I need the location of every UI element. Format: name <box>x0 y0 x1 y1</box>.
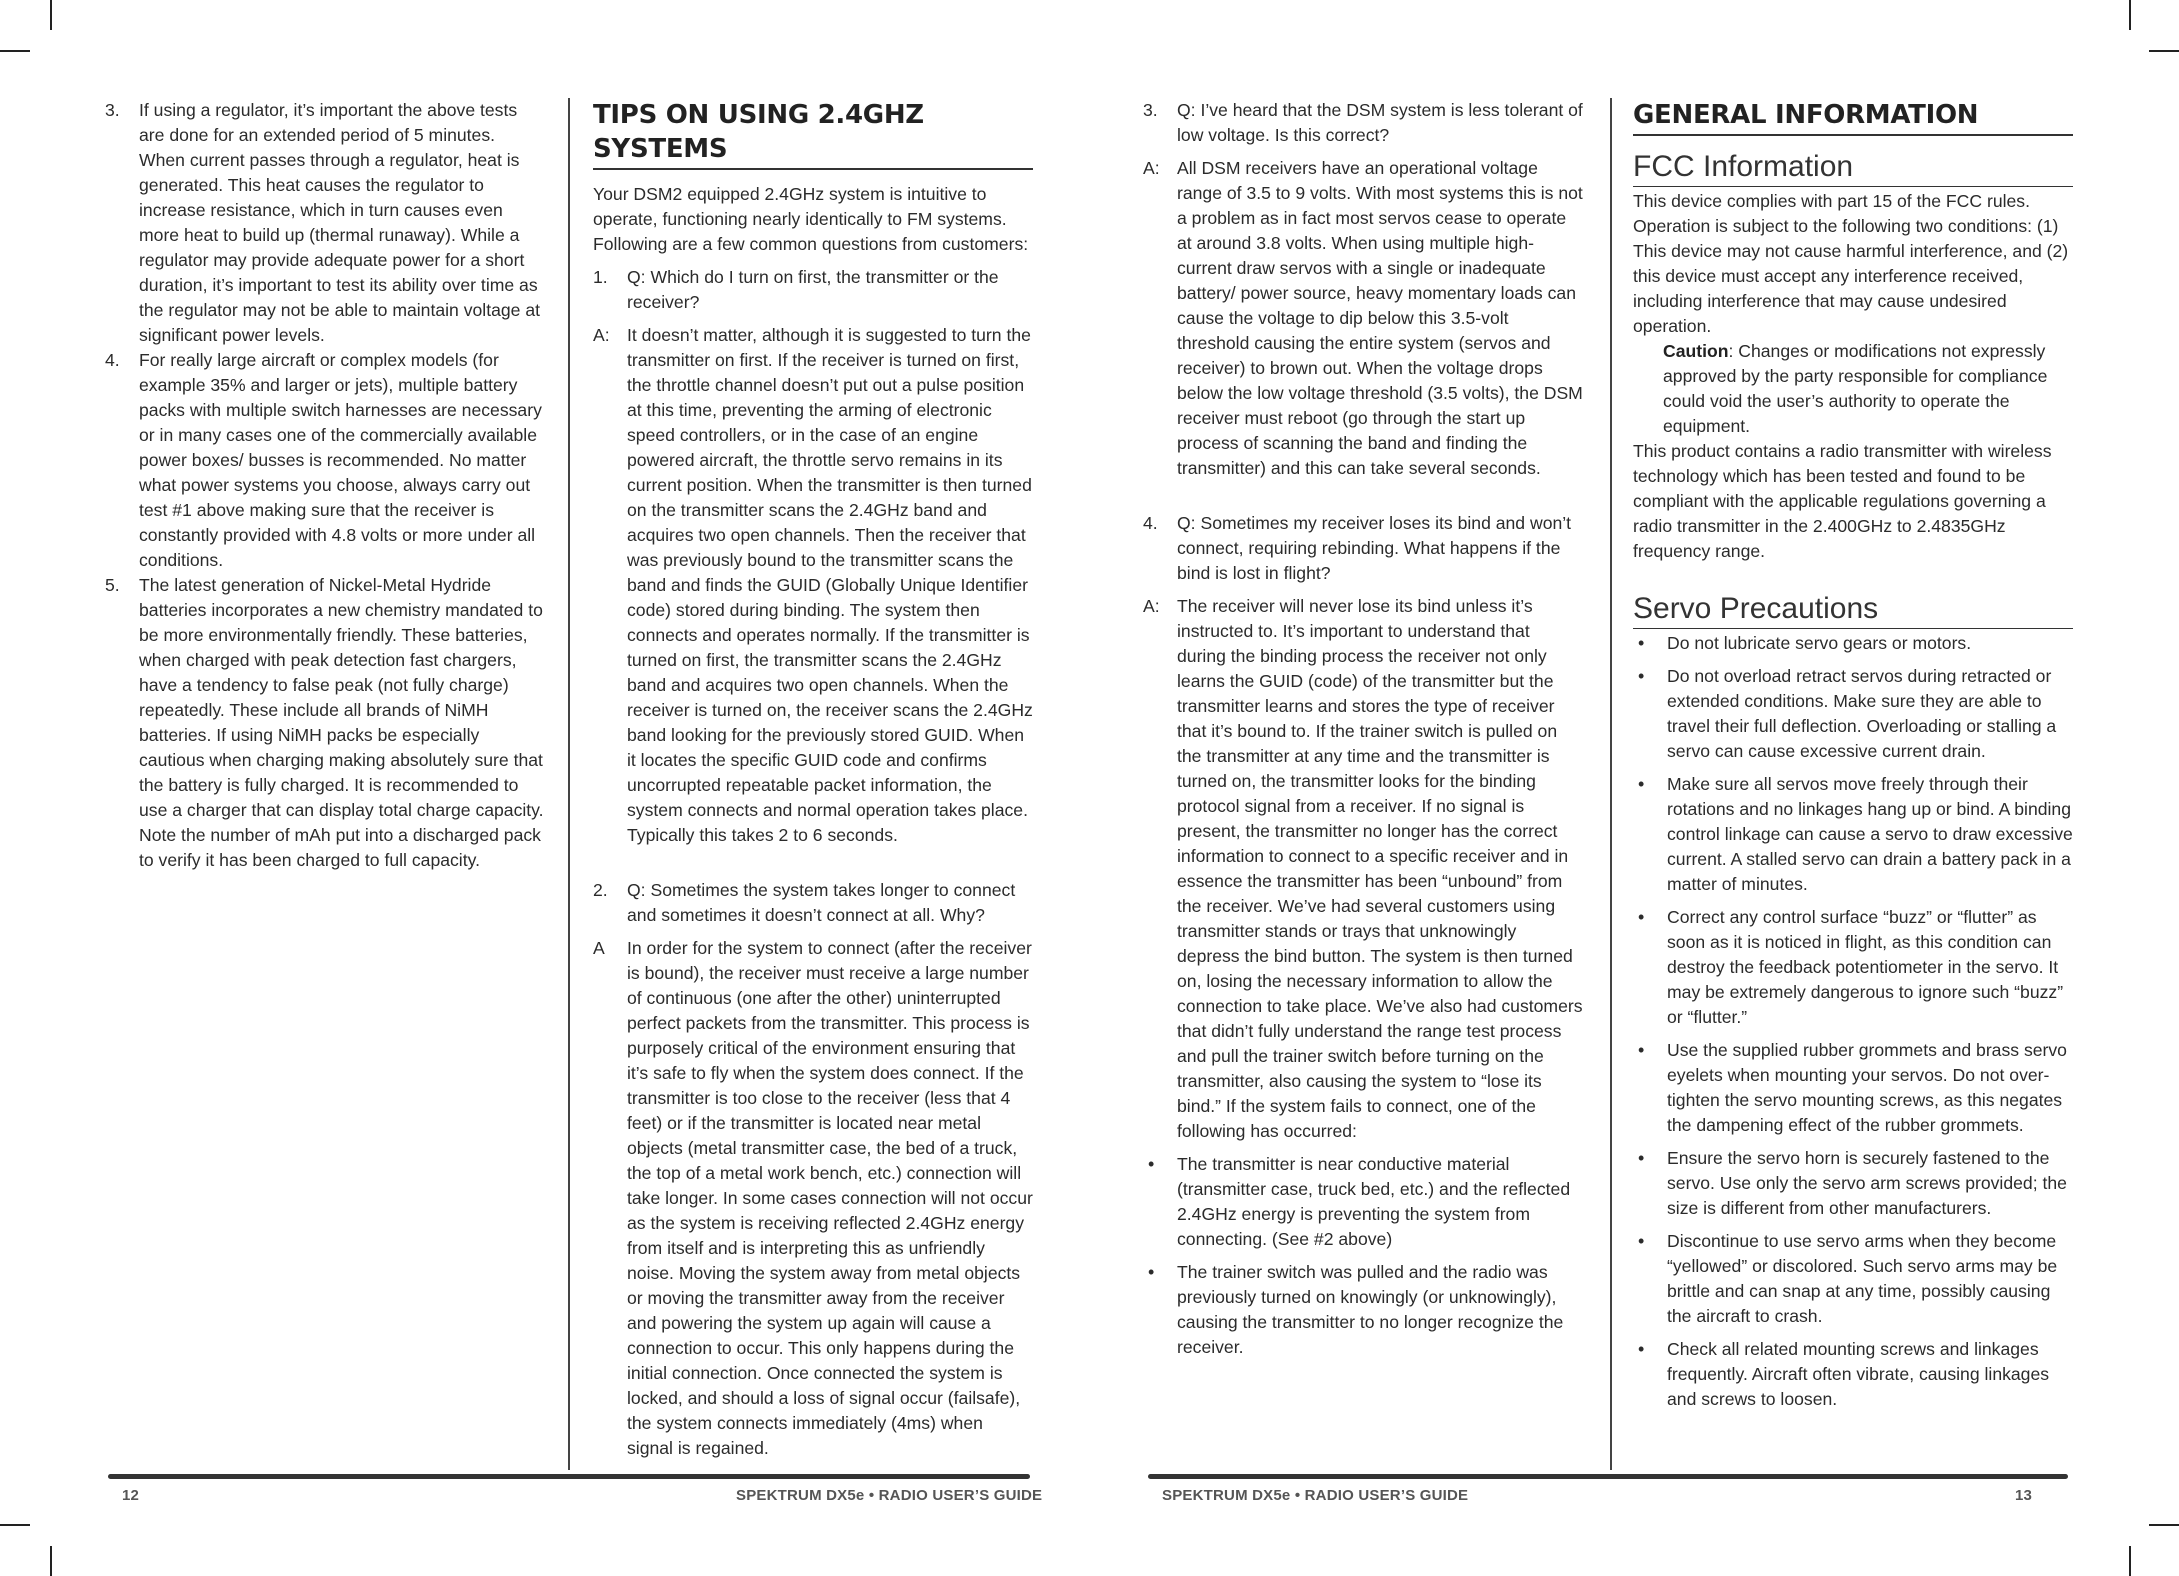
answer-marker: A: <box>1143 596 1160 616</box>
bullet-icon: • <box>1148 1262 1155 1282</box>
list-item-text: The latest generation of Nickel-Metal Hydride batteries incorporates a new chemistry mandated to be more environmentally friendly. These batteries, when charged with peak detection fast chargers, have a tendency to false peak (not fully charge) repeatedly. These include all brands of NiMH batteries. If using NiMH packs be especially cautious when charging making absolutely sure that the battery is fully charged. It is recommended to use a charger that can display total charge capacity. Note the number of mAh put into a discharged pack to verify it has been charged to full capacity. <box>139 575 544 870</box>
answer-marker: A: <box>1143 158 1160 178</box>
intro-paragraph: Your DSM2 equipped 2.4GHz system is intuitive to operate, functioning nearly identically to FM systems. Following are a few common questions from customers: <box>593 184 1029 254</box>
bullet-icon: • <box>1638 1040 1645 1060</box>
bullet-text: Correct any control surface “buzz” or “flutter” as soon as it is noticed in flight, as this condition can destroy the feedback potentiometer in the servo. It may be extremely dangerous to ignore such “buzz” or “flutter.” <box>1667 907 2064 1027</box>
bullet-text: Do not lubricate servo gears or motors. <box>1667 633 1972 653</box>
bullet-text: Do not overload retract servos during retracted or extended conditions. Make sure they are able to travel their full deflection. Overloading or stalling a servo can cause excessive current drain. <box>1667 666 2057 761</box>
caution-paragraph <box>1633 339 2073 439</box>
bullet-item <box>1633 631 2073 656</box>
answer-marker: A: <box>593 325 610 345</box>
footer-title: SPEKTRUM DX5e • RADIO USER’S GUIDE <box>1162 1487 1469 1504</box>
question-text: Q: Sometimes the system takes longer to connect and sometimes it doesn’t connect at all. Why? <box>627 880 1016 925</box>
question-text: Q: I’ve heard that the DSM system is less tolerant of low voltage. Is this correct? <box>1177 100 1583 145</box>
bullet-item <box>1633 1337 2073 1412</box>
bullet-icon: • <box>1638 666 1645 686</box>
question <box>593 878 1033 928</box>
subsection-heading-servo: Servo Precautions <box>1633 590 2073 629</box>
question-text: Q: Sometimes my receiver loses its bind and won’t connect, requiring rebinding. What happens if the bind is lost in flight? <box>1177 513 1572 583</box>
bullet-item <box>1633 1038 2073 1138</box>
answer <box>1143 156 1583 481</box>
bullet-text: Use the supplied rubber grommets and brass servo eyelets when mounting your servos. Do not over-tighten the servo mounting screws, as this negates the dampening effect of the rubber grommets. <box>1667 1040 2067 1135</box>
question-marker: 3. <box>1143 100 1158 120</box>
answer-marker: A <box>593 938 605 958</box>
right-column-2 <box>1633 98 2073 1420</box>
list-item <box>105 98 545 348</box>
bullet-icon: • <box>1638 907 1645 927</box>
section-heading: GENERAL INFORMATION <box>1633 98 2073 136</box>
answer <box>593 936 1033 1461</box>
bullet-item <box>1633 664 2073 764</box>
question <box>1143 511 1583 586</box>
answer-text: All DSM receivers have an operational voltage range of 3.5 to 9 volts. With most systems this is not a problem as in fact most servos cease to operate at around 3.8 volts. When using multiple high-current draw servos with a single or inadequate battery/ power source, heavy momentary loads can cause the voltage to dip below this 3.5-volt threshold causing the entire system (servos and receiver) to brown out. When the voltage drops below the low voltage threshold (3.5 volts), the DSM receiver must reboot (go through the start up process of scanning the band and finding the transmitter) and this can take several seconds. <box>1177 158 1583 478</box>
question-text: Q: Which do I turn on first, the transmitter or the receiver? <box>627 267 999 312</box>
caution-label: Caution <box>1663 341 1729 361</box>
bullet-text: Ensure the servo horn is securely fastened to the servo. Use only the servo arm screws provided; the size is different from other manufacturers. <box>1667 1148 2067 1218</box>
list-item-text: If using a regulator, it’s important the above tests are done for an extended period of 5 minutes. When current passes through a regulator, heat is generated. This heat causes the regulator to increase resistance, which in turn causes even more heat to build up (thermal runaway). While a regulator may provide adequate power for a short duration, it’s important to test its ability over time as the regulator may not be able to maintain voltage at significant power levels. <box>139 100 540 345</box>
section-heading: TIPS ON USING 2.4GHZ SYSTEMS <box>593 98 1033 170</box>
list-item <box>105 348 545 573</box>
caution-text: : Changes or modifications not expressly approved by the party responsible for compliance could void the user’s authority to operate the equipment. <box>1663 341 2048 436</box>
page-12 <box>0 0 1089 1576</box>
bullet-icon: • <box>1638 1339 1645 1359</box>
footer-title: SPEKTRUM DX5e • RADIO USER’S GUIDE <box>736 1487 1043 1504</box>
bullet-text: Make sure all servos move freely through their rotations and no linkages hang up or bind. A binding control linkage can cause a servo to draw excessive current. A stalled servo can drain a battery pack in a matter of minutes. <box>1667 774 2073 894</box>
bullet-icon: • <box>1638 633 1645 653</box>
question <box>593 265 1033 315</box>
answer-text: It doesn’t matter, although it is suggested to turn the transmitter on first. If the receiver is turned on first, the throttle channel doesn’t put out a pulse position at this time, preventing the arming of electronic speed controllers, or in the case of an engine powered aircraft, the throttle servo remains in its current position. When the transmitter is then turned on the transmitter scans the 2.4GHz band and acquires two open channels. Then the receiver that was previously bound to the transmitter scans the band and finds the GUID (Globally Unique Identifier code) stored during binding. The system then connects and operates normally. If the transmitter is turned on first, the transmitter scans the 2.4GHz band and acquires two open channels. When the receiver is turned on, the receiver scans the 2.4GHz band looking for the previously stored GUID. When it locates the specific GUID code and confirms uncorrupted repeatable packet information, the system connects and normal operation takes place. Typically this takes 2 to 6 seconds. <box>627 325 1033 845</box>
page-number: 12 <box>122 1487 140 1504</box>
bullet-item <box>1633 1146 2073 1221</box>
answer-text: The receiver will never lose its bind unless it’s instructed to. It’s important to understand that during the binding process the receiver not only learns the GUID (code) of the transmitter but the transmitter learns and stores the type of receiver that it’s bound to. If the trainer switch is pulled on the transmitter at any time and the transmitter is turned on, the transmitter looks for the binding protocol signal from a receiver. If no signal is present, the transmitter no longer has the correct information to connect to a specific receiver and in essence the transmitter has been “unbound” from the receiver. We’ve had several customers using transmitter stands or trays that unknowingly depress the bind button. The system is then turned on, losing the necessary information to allow the connection to take place. We’ve also had customers that didn’t fully understand the range test process and pull the trainer switch before turning on the transmitter, also causing the system to “lose its bind.” If the system fails to connect, one of the following has occurred: <box>1177 596 1583 1141</box>
left-column-2 <box>593 98 1033 1461</box>
answer-text: In order for the system to connect (after the receiver is bound), the receiver must receive a large number of continuous (one after the other) uninterrupted perfect packets from the transmitter. This process is purposely critical of the environment ensuring that it’s safe to fly when the system does connect. If the transmitter is too close to the receiver (less that 4 feet) or if the transmitter is located near metal objects (metal transmitter case, the bed of a truck, the top of a metal work bench, etc.) connection will take longer. In some cases connection will not occur as the system is receiving reflected 2.4GHz energy from itself and is interpreting this as unfriendly noise. Moving the system away from metal objects or moving the transmitter away from the receiver and powering the system up again will cause a connection to occur. This only happens during the initial connection. Once connected the system is locked, and should a loss of signal occur (failsafe), the system connects immediately (4ms) when signal is regained. <box>627 938 1033 1458</box>
column-divider <box>568 98 570 1470</box>
answer <box>1143 594 1583 1144</box>
bullet-text: Discontinue to use servo arms when they become “yellowed” or discolored. Such servo arms may be brittle and can snap at any time, possibly causing the aircraft to crash. <box>1667 1231 2058 1326</box>
subsection-heading-fcc: FCC Information <box>1633 148 2073 187</box>
question <box>1143 98 1583 148</box>
product-paragraph: This product contains a radio transmitter with wireless technology which has been tested and found to be compliant with the applicable regulations governing a radio transmitter in the 2.400GHz to 2.4835GHz frequency range. <box>1633 441 2052 561</box>
right-column-1 <box>1143 98 1583 1368</box>
question-marker: 2. <box>593 880 608 900</box>
bullet-item <box>1633 905 2073 1030</box>
bullet-icon: • <box>1148 1154 1155 1174</box>
bullet-item <box>1633 772 2073 897</box>
list-item <box>105 573 545 873</box>
footer-rule <box>108 1474 1030 1479</box>
left-column-1 <box>105 98 545 873</box>
bullet-icon: • <box>1638 1231 1645 1251</box>
bullet-text: The trainer switch was pulled and the radio was previously turned on knowingly (or unknowingly), causing the transmitter to no longer recognize the receiver. <box>1177 1262 1564 1357</box>
bullet-icon: • <box>1638 774 1645 794</box>
bullet-item <box>1143 1152 1583 1252</box>
list-marker: 3. <box>105 100 120 120</box>
bullet-text: The transmitter is near conductive material (transmitter case, truck bed, etc.) and the reflected 2.4GHz energy is preventing the system from connecting. (See #2 above) <box>1177 1154 1571 1249</box>
page-13 <box>1090 0 2179 1576</box>
bullet-item <box>1633 1229 2073 1329</box>
list-marker: 4. <box>105 350 120 370</box>
bullet-text: Check all related mounting screws and linkages frequently. Aircraft often vibrate, causing linkages and screws to loosen. <box>1667 1339 2050 1409</box>
list-marker: 5. <box>105 575 120 595</box>
column-divider <box>1610 98 1612 1470</box>
page-number: 13 <box>2015 1487 2033 1504</box>
footer-rule <box>1148 1474 2068 1479</box>
bullet-icon: • <box>1638 1148 1645 1168</box>
answer <box>593 323 1033 848</box>
bullet-item <box>1143 1260 1583 1360</box>
list-item-text: For really large aircraft or complex models (for example 35% and larger or jets), multiple battery packs with multiple switch harnesses are necessary or in many cases one of the commercially available power boxes/ busses is recommended. No matter what power systems you choose, always carry out test #1 above making sure that the receiver is constantly provided with 4.8 volts or more under all conditions. <box>139 350 542 570</box>
question-marker: 4. <box>1143 513 1158 533</box>
question-marker: 1. <box>593 267 608 287</box>
fcc-paragraph: This device complies with part 15 of the FCC rules. Operation is subject to the following two conditions: (1) This device may not cause harmful interference, and (2) this device must accept any interference received, including interference that may cause undesired operation. <box>1633 191 2069 336</box>
